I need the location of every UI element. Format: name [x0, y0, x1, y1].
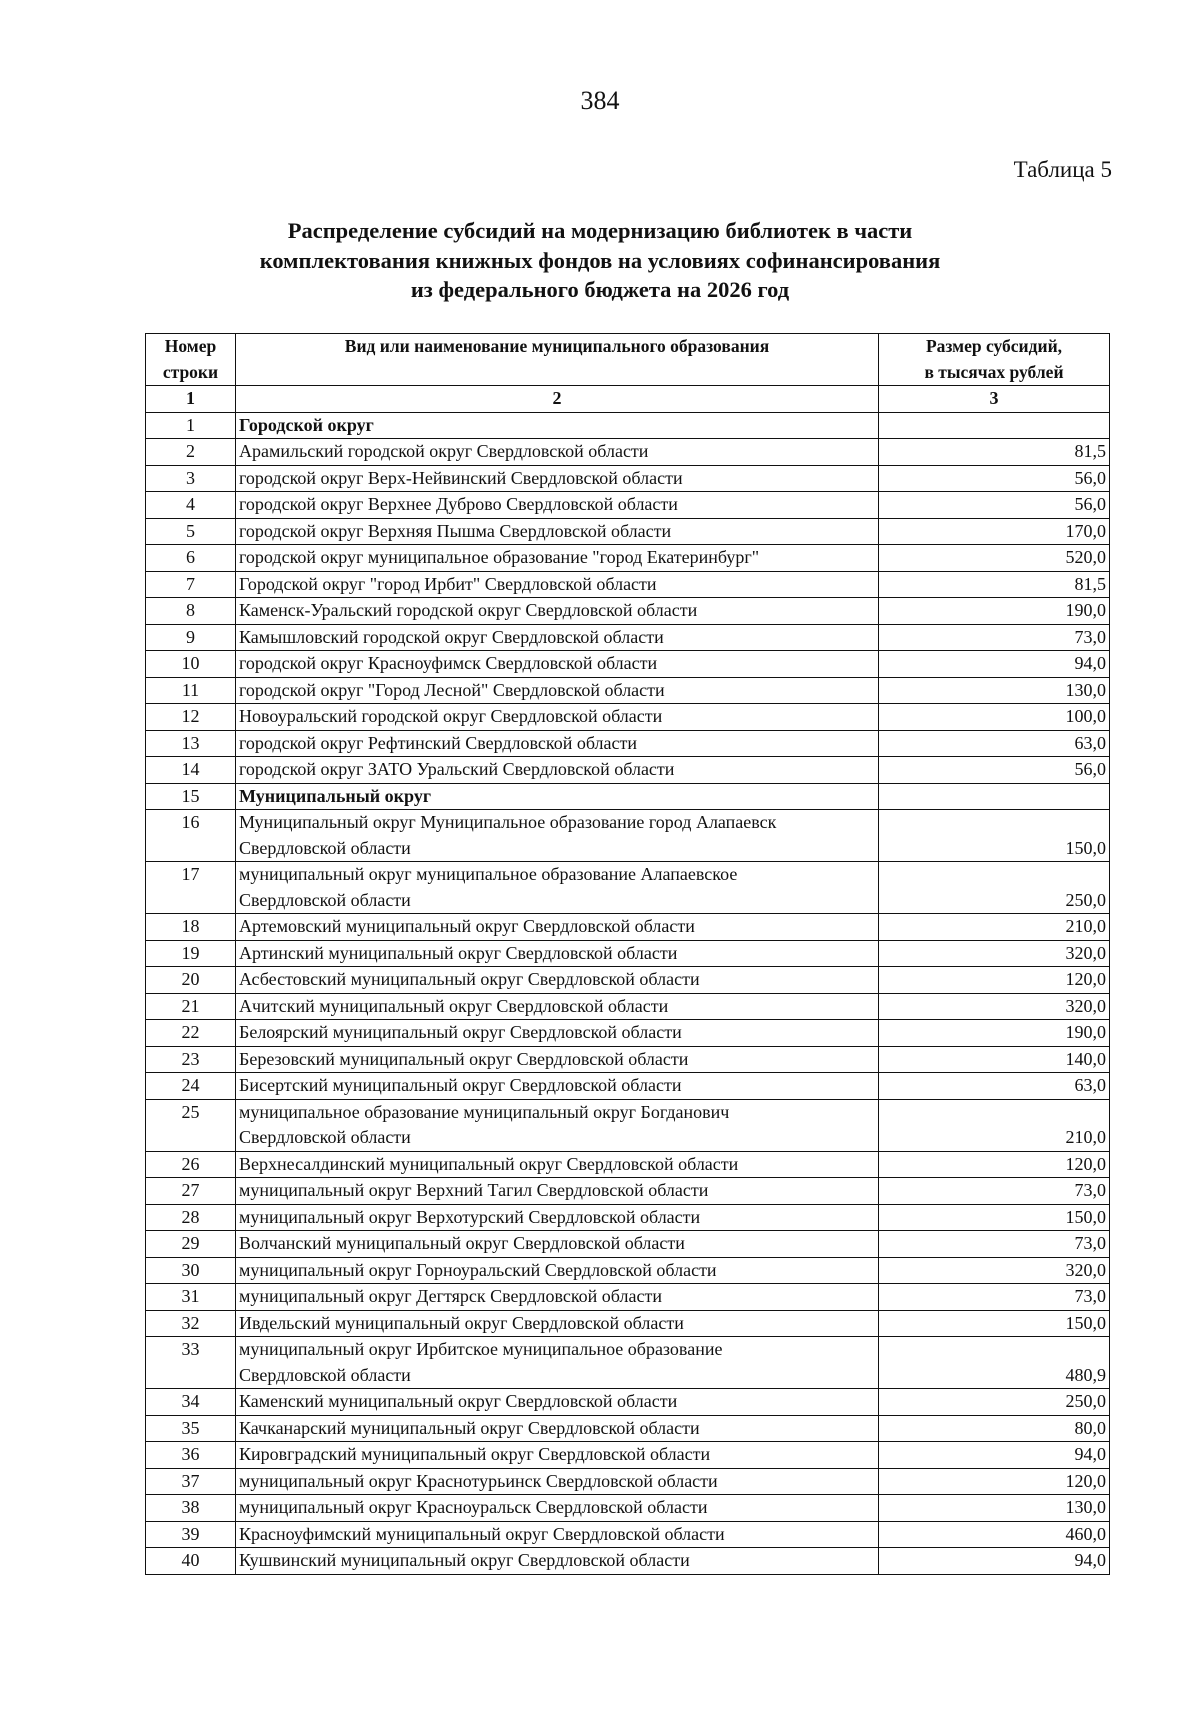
- column-number: 1: [146, 386, 236, 413]
- municipality-name: Новоуральский городской округ Свердловской области: [236, 704, 879, 731]
- table-row: [146, 967, 1110, 994]
- row-number: 8: [146, 598, 236, 625]
- municipality-name: Арамильский городской округ Свердловской области: [236, 439, 879, 466]
- subsidy-amount: 210,0: [879, 1099, 1110, 1151]
- table-row: [146, 1310, 1110, 1337]
- municipality-name: городской округ Рефтинский Свердловской области: [236, 730, 879, 757]
- table-row: [146, 1046, 1110, 1073]
- subsidy-amount: 320,0: [879, 940, 1110, 967]
- row-number: 21: [146, 993, 236, 1020]
- subsidy-amount: 140,0: [879, 1046, 1110, 1073]
- municipality-name: Бисертский муниципальный округ Свердловской области: [236, 1073, 879, 1100]
- table-row: [146, 1178, 1110, 1205]
- subsidy-amount: 94,0: [879, 1442, 1110, 1469]
- table-row: [146, 1020, 1110, 1047]
- row-number: 11: [146, 677, 236, 704]
- column-number: 3: [879, 386, 1110, 413]
- municipality-name: муниципальный округ Горноуральский Свердловской области: [236, 1257, 879, 1284]
- table-row: [146, 439, 1110, 466]
- row-number: 9: [146, 624, 236, 651]
- name-line: муниципальный округ Ирбитское муниципальное образование: [239, 1339, 723, 1359]
- name-line: муниципальный округ муниципальное образование Алапаевское: [239, 864, 738, 884]
- table-label: Таблица 5: [1013, 157, 1112, 182]
- header-amount: Размер субсидий, в тысячах рублей: [879, 334, 1110, 386]
- table-row: [146, 571, 1110, 598]
- table-row: [146, 862, 1110, 914]
- row-number: 32: [146, 1310, 236, 1337]
- row-number: 39: [146, 1521, 236, 1548]
- table-row: [146, 1151, 1110, 1178]
- municipality-name: муниципальный округ Верхотурский Свердловской области: [236, 1204, 879, 1231]
- row-number: 40: [146, 1548, 236, 1575]
- row-number: 20: [146, 967, 236, 994]
- name-line: Свердловской области: [239, 889, 411, 910]
- municipality-name: городской округ ЗАТО Уральский Свердловской области: [236, 757, 879, 784]
- row-number: 10: [146, 651, 236, 678]
- table-row: [146, 940, 1110, 967]
- table-row: [146, 1099, 1110, 1151]
- table-row: [146, 1231, 1110, 1258]
- subsidy-amount: 190,0: [879, 598, 1110, 625]
- municipality-name: Асбестовский муниципальный округ Свердловской области: [236, 967, 879, 994]
- municipality-name: Ивдельский муниципальный округ Свердловской области: [236, 1310, 879, 1337]
- name-line: Свердловской области: [239, 837, 411, 858]
- subsidy-amount: 190,0: [879, 1020, 1110, 1047]
- name-line: Свердловской области: [239, 1127, 411, 1147]
- municipality-name: Артинский муниципальный округ Свердловской области: [236, 940, 879, 967]
- table-row: [146, 1257, 1110, 1284]
- row-number: 30: [146, 1257, 236, 1284]
- section-row: [146, 412, 1110, 439]
- municipality-name: Красноуфимский муниципальный округ Свердловской области: [236, 1521, 879, 1548]
- section-row: [146, 783, 1110, 810]
- subsidy-amount: 150,0: [879, 1310, 1110, 1337]
- municipality-name: Каменск-Уральский городской округ Свердловской области: [236, 598, 879, 625]
- page-number: 384: [580, 86, 620, 115]
- subsidy-amount: 56,0: [879, 757, 1110, 784]
- municipality-name: [236, 862, 879, 914]
- municipality-name: муниципальный округ Краснотурьинск Свердловской области: [236, 1468, 879, 1495]
- table-row: [146, 598, 1110, 625]
- municipality-name: муниципальный округ Верхний Тагил Свердловской области: [236, 1178, 879, 1205]
- municipality-name: Кушвинский муниципальный округ Свердловской области: [236, 1548, 879, 1575]
- table-row: [146, 465, 1110, 492]
- table-row: [146, 624, 1110, 651]
- municipality-name: городской округ муниципальное образование "город Екатеринбург": [236, 545, 879, 572]
- table-row: [146, 914, 1110, 941]
- subsidy-amount: 120,0: [879, 1151, 1110, 1178]
- municipality-name: Волчанский муниципальный округ Свердловской области: [236, 1231, 879, 1258]
- name-line: Муниципальный округ Муниципальное образование город Алапаевск: [239, 812, 777, 832]
- table-row: [146, 677, 1110, 704]
- subsidy-amount: 150,0: [879, 810, 1110, 862]
- row-number: 31: [146, 1284, 236, 1311]
- title-line: из федерального бюджета на 2026 год: [410, 277, 790, 302]
- table-row: [146, 1389, 1110, 1416]
- row-number: 18: [146, 914, 236, 941]
- table-row: [146, 1073, 1110, 1100]
- name-line: муниципальное образование муниципальный округ Богданович: [239, 1101, 730, 1122]
- municipality-name: городской округ Верх-Нейвинский Свердловской области: [236, 465, 879, 492]
- subsidy-amount: 94,0: [879, 651, 1110, 678]
- row-number: 14: [146, 757, 236, 784]
- table-row: [146, 1521, 1110, 1548]
- row-number: 7: [146, 571, 236, 598]
- municipality-name: Каменский муниципальный округ Свердловской области: [236, 1389, 879, 1416]
- municipality-name: Верхнесалдинский муниципальный округ Свердловской области: [236, 1151, 879, 1178]
- subsidy-amount: 81,5: [879, 571, 1110, 598]
- subsidy-amount: 320,0: [879, 1257, 1110, 1284]
- row-number: 28: [146, 1204, 236, 1231]
- row-number: 27: [146, 1178, 236, 1205]
- table-row: [146, 1337, 1110, 1389]
- subsidy-amount: 210,0: [879, 914, 1110, 941]
- municipality-name: Городской округ: [236, 412, 879, 439]
- subsidy-amount: 73,0: [879, 1178, 1110, 1205]
- subsidy-amount: [879, 412, 1110, 439]
- subsidy-amount: 130,0: [879, 677, 1110, 704]
- subsidy-amount: 63,0: [879, 1073, 1110, 1100]
- subsidy-table: [145, 333, 1110, 1575]
- row-number: 36: [146, 1442, 236, 1469]
- row-number: 2: [146, 439, 236, 466]
- municipality-name: Белоярский муниципальный округ Свердловской области: [236, 1020, 879, 1047]
- row-number: 26: [146, 1151, 236, 1178]
- municipality-name: [236, 1099, 879, 1151]
- row-number: 1: [146, 412, 236, 439]
- subsidy-amount: 120,0: [879, 967, 1110, 994]
- table-row: [146, 1204, 1110, 1231]
- row-number: 6: [146, 545, 236, 572]
- municipality-name: Муниципальный округ: [236, 783, 879, 810]
- table-row: [146, 651, 1110, 678]
- municipality-name: муниципальный округ Дегтярск Свердловской области: [236, 1284, 879, 1311]
- municipality-name: городской округ Красноуфимск Свердловской области: [236, 651, 879, 678]
- row-number: 13: [146, 730, 236, 757]
- table-row: [146, 1548, 1110, 1575]
- row-number: 23: [146, 1046, 236, 1073]
- row-number: 19: [146, 940, 236, 967]
- row-number: 16: [146, 810, 236, 862]
- name-line: Свердловской области: [239, 1364, 411, 1385]
- row-number: 25: [146, 1099, 236, 1151]
- table-row: [146, 704, 1110, 731]
- municipality-name: Камышловский городской округ Свердловской области: [236, 624, 879, 651]
- table-row: [146, 545, 1110, 572]
- subsidy-amount: 81,5: [879, 439, 1110, 466]
- row-number: 29: [146, 1231, 236, 1258]
- municipality-name: Артемовский муниципальный округ Свердловской области: [236, 914, 879, 941]
- title-line: комплектования книжных фондов на условиях софинансирования: [259, 247, 941, 273]
- row-number: 5: [146, 518, 236, 545]
- header-number: Номер строки: [146, 334, 236, 386]
- subsidy-amount: 63,0: [879, 730, 1110, 757]
- table-row: [146, 757, 1110, 784]
- header-name: Вид или наименование муниципального образования: [236, 334, 879, 386]
- table-row: [146, 810, 1110, 862]
- row-number: 15: [146, 783, 236, 810]
- header-row: [146, 334, 1110, 386]
- table-row: [146, 518, 1110, 545]
- table-row: [146, 1495, 1110, 1522]
- subsidy-amount: 480,9: [879, 1337, 1110, 1389]
- municipality-name: городской округ Верхнее Дуброво Свердловской области: [236, 492, 879, 519]
- title-line: Распределение субсидий на модернизацию библиотек в части: [287, 218, 913, 243]
- table-row: [146, 730, 1110, 757]
- table-row: [146, 1442, 1110, 1469]
- subsidy-amount: 73,0: [879, 1284, 1110, 1311]
- document-title: [0, 216, 1200, 305]
- row-number: 38: [146, 1495, 236, 1522]
- subsidy-amount: 320,0: [879, 993, 1110, 1020]
- subsidy-amount: 56,0: [879, 465, 1110, 492]
- table-row: [146, 1415, 1110, 1442]
- column-number: 2: [236, 386, 879, 413]
- subsidy-amount: 460,0: [879, 1521, 1110, 1548]
- subsidy-amount: 80,0: [879, 1415, 1110, 1442]
- row-number: 35: [146, 1415, 236, 1442]
- municipality-name: городской округ Верхняя Пышма Свердловской области: [236, 518, 879, 545]
- row-number: 4: [146, 492, 236, 519]
- subsidy-amount: 130,0: [879, 1495, 1110, 1522]
- subsidy-amount: 520,0: [879, 545, 1110, 572]
- subsidy-amount: 73,0: [879, 624, 1110, 651]
- table-row: [146, 492, 1110, 519]
- municipality-name: Березовский муниципальный округ Свердловской области: [236, 1046, 879, 1073]
- municipality-name: Городской округ "город Ирбит" Свердловской области: [236, 571, 879, 598]
- row-number: 3: [146, 465, 236, 492]
- municipality-name: Кировградский муниципальный округ Свердловской области: [236, 1442, 879, 1469]
- row-number: 12: [146, 704, 236, 731]
- row-number: 17: [146, 862, 236, 914]
- column-number-row: [146, 386, 1110, 413]
- subsidy-amount: 170,0: [879, 518, 1110, 545]
- municipality-name: Качканарский муниципальный округ Свердловской области: [236, 1415, 879, 1442]
- subsidy-amount: 150,0: [879, 1204, 1110, 1231]
- subsidy-amount: 56,0: [879, 492, 1110, 519]
- row-number: 33: [146, 1337, 236, 1389]
- row-number: 37: [146, 1468, 236, 1495]
- subsidy-amount: 73,0: [879, 1231, 1110, 1258]
- municipality-name: [236, 810, 879, 862]
- table-row: [146, 993, 1110, 1020]
- municipality-name: муниципальный округ Красноуральск Свердловской области: [236, 1495, 879, 1522]
- row-number: 34: [146, 1389, 236, 1416]
- subsidy-amount: 94,0: [879, 1548, 1110, 1575]
- subsidy-amount: 250,0: [879, 862, 1110, 914]
- municipality-name: городской округ "Город Лесной" Свердловской области: [236, 677, 879, 704]
- municipality-name: [236, 1337, 879, 1389]
- row-number: 22: [146, 1020, 236, 1047]
- table-row: [146, 1284, 1110, 1311]
- municipality-name: Ачитский муниципальный округ Свердловской области: [236, 993, 879, 1020]
- table-row: [146, 1468, 1110, 1495]
- subsidy-amount: 250,0: [879, 1389, 1110, 1416]
- subsidy-amount: 120,0: [879, 1468, 1110, 1495]
- subsidy-amount: [879, 783, 1110, 810]
- row-number: 24: [146, 1073, 236, 1100]
- subsidy-amount: 100,0: [879, 704, 1110, 731]
